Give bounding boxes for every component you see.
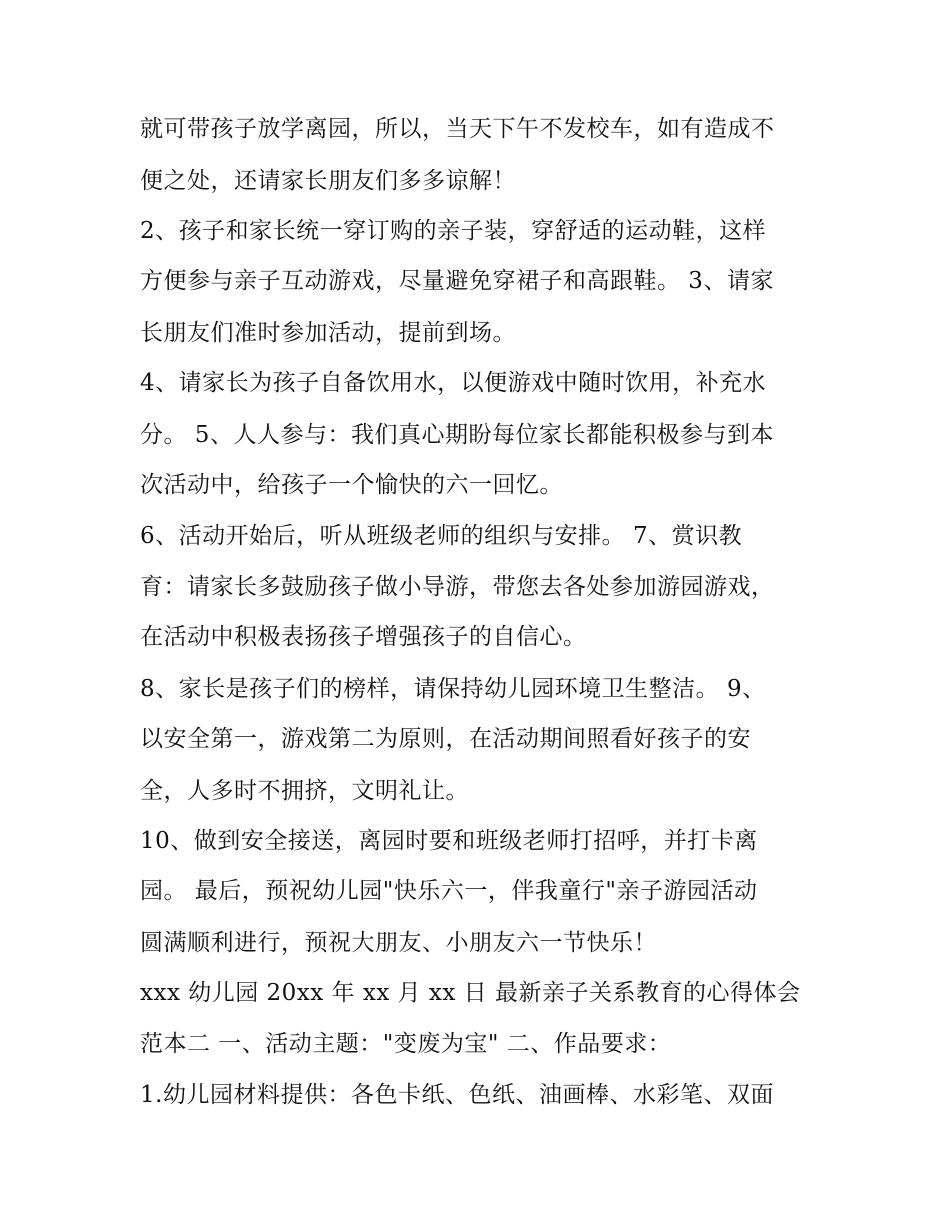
text-line: 全，人多时不拥挤，文明礼让。 (140, 778, 469, 804)
text-line: 2、孩子和家长统一穿订购的亲子装，穿舒适的运动鞋，这样 (140, 218, 767, 244)
text-line: 便之处，还请家长朋友们多多谅解！ (140, 168, 516, 194)
text-line: xxx 幼儿园 20xx 年 xx 月 xx 日 最新亲子关系教育的心得体会 (140, 980, 801, 1006)
text-line: 10、做到安全接送，离园时要和班级老师打招呼，并打卡离 (140, 828, 758, 854)
text-line: 分。 5、人人参与：我们真心期盼每位家长都能积极参与到本 (140, 422, 774, 448)
text-line: 在活动中积极表扬孩子增强孩子的自信心。 (140, 624, 587, 650)
text-line: 育：请家长多鼓励孩子做小导游，带您去各处参加游园游戏， (140, 574, 775, 600)
text-line: 方便参与亲子互动游戏，尽量避免穿裙子和高跟鞋。 3、请家 (140, 268, 774, 294)
text-line: 1.幼儿园材料提供：各色卡纸、色纸、油画棒、水彩笔、双面 (140, 1082, 774, 1108)
text-line: 以安全第一，游戏第二为原则，在活动期间照看好孩子的安 (140, 726, 751, 752)
text-line: 4、请家长为孩子自备饮用水，以便游戏中随时饮用，补充水 (140, 370, 767, 396)
text-line: 长朋友们准时参加活动，提前到场。 (140, 320, 516, 346)
text-line: 园。 最后，预祝幼儿园"快乐六一，伴我童行"亲子游园活动 (140, 878, 758, 904)
text-line: 就可带孩子放学离园，所以，当天下午不发校车，如有造成不 (140, 116, 775, 142)
text-line: 范本二 一、活动主题："变废为宝" 二、作品要求： (140, 1031, 672, 1057)
text-line: 8、家长是孩子们的榜样，请保持幼儿园环境卫生整洁。 9、 (140, 676, 766, 702)
text-line: 圆满顺利进行，预祝大朋友、小朋友六一节快乐！ (140, 930, 657, 956)
text-line: 次活动中，给孩子一个愉快的六一回忆。 (140, 472, 563, 498)
text-line: 6、活动开始后，听从班级老师的组织与安排。 7、赏识教 (140, 523, 743, 549)
